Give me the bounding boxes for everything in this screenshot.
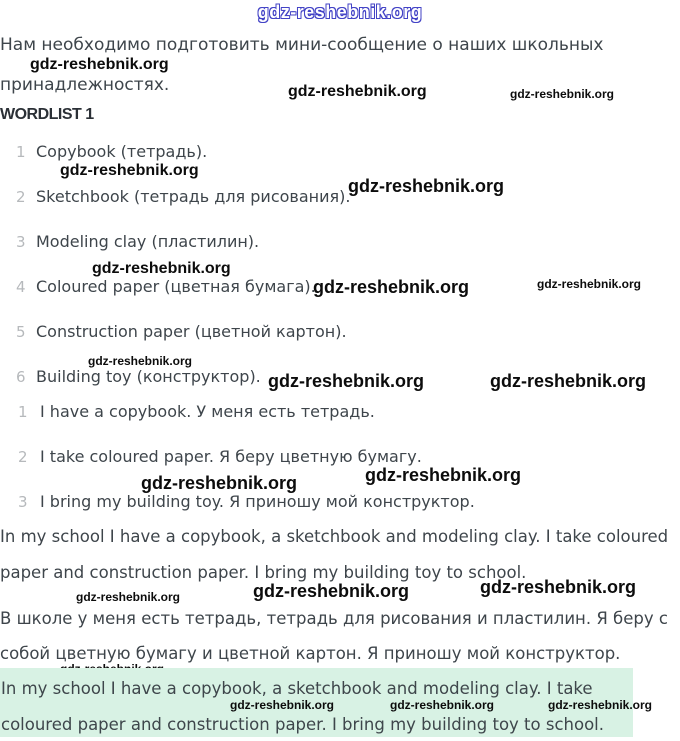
item-number: 3	[18, 493, 28, 511]
item-text: Coloured paper (цветная бумага).	[36, 277, 316, 296]
site-watermark-outlined: gdz-reshebnik.org	[257, 2, 423, 22]
item-text: Copybook (тетрадь).	[36, 142, 208, 161]
item-number: 3	[16, 233, 26, 251]
watermark: gdz-reshebnik.org	[390, 698, 495, 712]
wordlist-item	[16, 232, 259, 251]
item-number: 2	[18, 448, 28, 466]
wordlist-item	[16, 187, 350, 206]
item-text: I bring my building toy. Я приношу мой конструктор.	[40, 492, 475, 511]
watermark: gdz-reshebnik.org	[348, 176, 505, 196]
item-number: 5	[16, 323, 26, 341]
wordlist-item	[16, 277, 316, 296]
watermark: gdz-reshebnik.org	[537, 277, 642, 291]
item-number: 1	[16, 143, 26, 161]
watermark: gdz-reshebnik.org	[288, 83, 427, 100]
sentence-item	[18, 492, 475, 511]
item-text: I take coloured paper. Я беру цветную бумагу.	[40, 447, 422, 466]
item-number: 6	[16, 368, 26, 386]
paragraph-en-line-1: In my school I have a copybook, a sketchbook and modeling clay. I take coloured	[0, 527, 669, 546]
paragraph-ru-line-1: В школе у меня есть тетрадь, тетрадь для рисования и пластилин. Я беру с	[0, 609, 668, 628]
watermark: gdz-reshebnik.org	[88, 354, 193, 368]
sentence-item	[18, 402, 375, 421]
wordlist-title: WORDLIST 1	[0, 106, 94, 123]
wordlist-item	[16, 142, 207, 161]
intro-line-1: Нам необходимо подготовить мини-сообщение о наших школьных	[0, 35, 604, 55]
watermark: gdz-reshebnik.org	[268, 371, 425, 391]
paragraph-ru-line-2: собой цветную бумагу и цветной картон. Я приношу мой конструктор.	[0, 644, 621, 663]
watermark: gdz-reshebnik.org	[230, 698, 335, 712]
item-text: Building toy (конструктор).	[36, 367, 261, 386]
wordlist-item	[16, 322, 347, 341]
watermark: gdz-reshebnik.org	[92, 260, 231, 277]
item-number: 4	[16, 278, 26, 296]
watermark: gdz-reshebnik.org	[253, 581, 410, 601]
item-text: Sketchbook (тетрадь для рисования).	[36, 187, 351, 206]
watermark: gdz-reshebnik.org	[365, 465, 522, 485]
watermark: gdz-reshebnik.org	[510, 87, 615, 101]
item-number: 2	[16, 188, 26, 206]
highlighted-answer-box	[0, 668, 653, 737]
watermark: gdz-reshebnik.org	[60, 162, 199, 179]
watermark: gdz-reshebnik.org	[30, 56, 169, 73]
item-text: Construction paper (цветной картон).	[36, 322, 347, 341]
highlight-line-2: coloured paper and construction paper. I bring my building toy to school.	[1, 715, 605, 734]
item-text: I have a copybook. У меня есть тетрадь.	[40, 402, 375, 421]
paragraph-en-line-2: paper and construction paper. I bring my building toy to school.	[0, 563, 527, 582]
highlight-line-1: In my school I have a copybook, a sketchbook and modeling clay. I take	[1, 679, 593, 698]
watermark: gdz-reshebnik.org	[76, 590, 181, 604]
watermark: gdz-reshebnik.org	[313, 277, 470, 297]
watermark: gdz-reshebnik.org	[548, 698, 653, 712]
watermark: gdz-reshebnik.org	[480, 577, 637, 597]
item-number: 1	[18, 403, 28, 421]
wordlist-item	[16, 367, 261, 386]
watermark: gdz-reshebnik.org	[490, 371, 647, 391]
intro-line-2: принадлежностях.	[0, 75, 170, 95]
watermark: gdz-reshebnik.org	[141, 473, 298, 493]
sentence-item	[18, 447, 422, 466]
item-text: Modeling clay (пластилин).	[36, 232, 260, 251]
